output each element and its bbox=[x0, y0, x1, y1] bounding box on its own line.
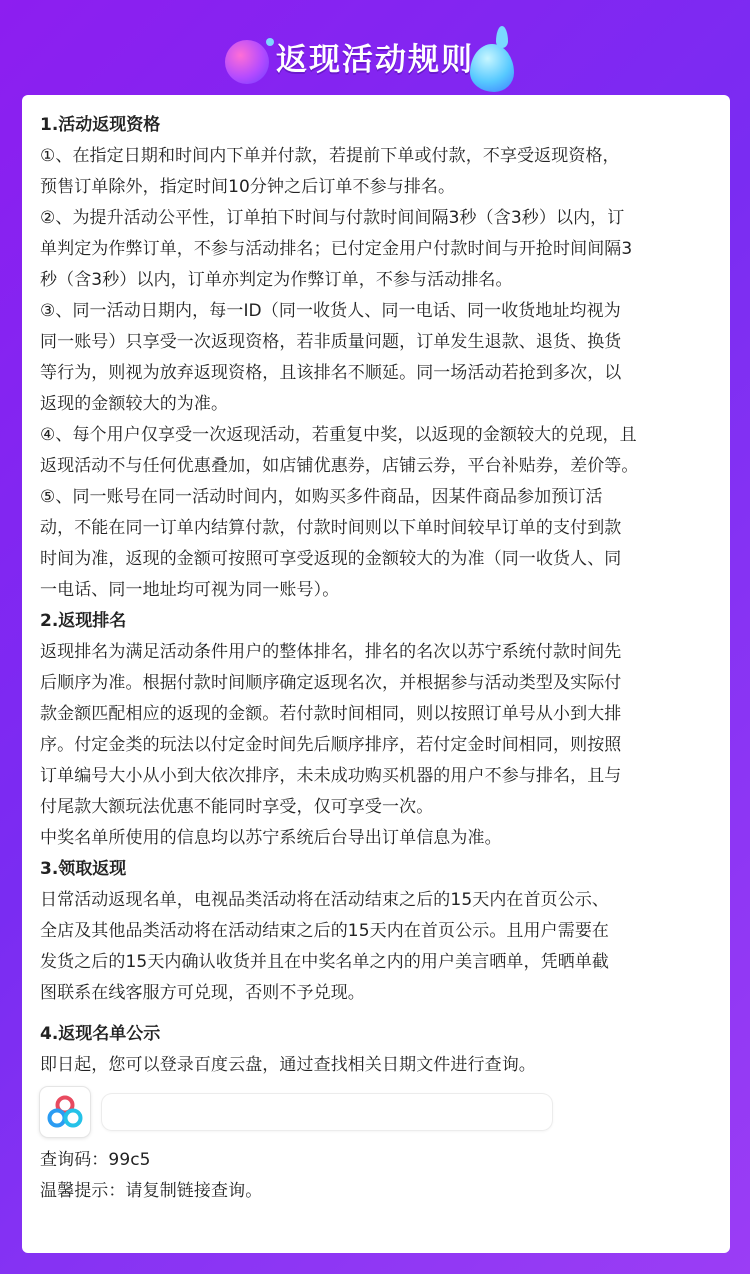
netdisk-link-field[interactable] bbox=[102, 1094, 552, 1130]
rule-line: ②、为提升活动公平性，订单拍下时间与付款时间间隔3秒（含3秒）以内，订 bbox=[40, 208, 625, 228]
rule-line: 时间为准，返现的金额可按照可享受返现的金额较大的为准（同一收货人、同 bbox=[40, 549, 622, 569]
baidu-netdisk-icon[interactable] bbox=[40, 1087, 90, 1137]
header bbox=[0, 0, 750, 95]
section-title: 4.返现名单公示 bbox=[40, 1024, 161, 1044]
rule-line: 全店及其他品类活动将在活动结束之后的15天内在首页公示。且用户需要在 bbox=[40, 921, 610, 941]
section-title: 3.领取返现 bbox=[40, 859, 127, 879]
rule-line: 图联系在线客服方可兑现，否则不予兑现。 bbox=[40, 983, 365, 1003]
section-announcement bbox=[40, 1019, 712, 1207]
rule-line: ①、在指定日期和时间内下单并付款，若提前下单或付款，不享受返现资格， bbox=[40, 146, 620, 166]
rule-line: 付尾款大额玩法优惠不能同时享受，仅可享受一次。 bbox=[40, 797, 434, 817]
rule-line: 后顺序为准。根据付款时间顺序确定返现名次，并根据参与活动类型及实际付 bbox=[40, 673, 622, 693]
section-eligibility bbox=[40, 110, 712, 606]
rule-line: 中奖名单所使用的信息均以苏宁系统后台导出订单信息为准。 bbox=[40, 828, 502, 848]
rule-line: 同一账号）只享受一次返现资格，若非质量问题，订单发生退款、退货、换货 bbox=[40, 332, 622, 352]
page-title: 返现活动规则 bbox=[276, 42, 474, 78]
rule-line: 返现的金额较大的为准。 bbox=[40, 394, 229, 414]
netdisk-link-row bbox=[40, 1087, 712, 1141]
section-title: 1.活动返现资格 bbox=[40, 115, 161, 135]
section-ranking bbox=[40, 606, 712, 854]
rule-line: 预售订单除外，指定时间10分钟之后订单不参与排名。 bbox=[40, 177, 456, 197]
rule-line: ⑤、同一账号在同一活动时间内，如购买多件商品，因某件商品参加预订活 bbox=[40, 487, 603, 507]
rule-line: 序。付定金类的玩法以付定金时间先后顺序排序，若付定金时间相同，则按照 bbox=[40, 735, 622, 755]
rule-line: 发货之后的15天内确认收货并且在中奖名单之内的用户美言晒单，凭晒单截 bbox=[40, 952, 610, 972]
rules-card bbox=[22, 95, 730, 1253]
rule-line: 订单编号大小从小到大依次排序，未未成功购买机器的用户不参与排名，且与 bbox=[40, 766, 622, 786]
section-title: 2.返现排名 bbox=[40, 611, 127, 631]
rule-line: 等行为，则视为放弃返现资格，且该排名不顺延。同一场活动若抢到多次，以 bbox=[40, 363, 622, 383]
rule-line: 日常活动返现名单，电视品类活动将在活动结束之后的15天内在首页公示、 bbox=[40, 890, 610, 910]
rule-line: 一电话、同一地址均可视为同一账号）。 bbox=[40, 580, 340, 600]
rule-line: ③、同一活动日期内，每一ID（同一收货人、同一电话、同一收货地址均视为 bbox=[40, 301, 621, 321]
section-claim bbox=[40, 854, 712, 1009]
rule-line: 单判定为作弊订单，不参与活动排名；已付定金用户付款时间与开抢时间间隔3 bbox=[40, 239, 633, 259]
rule-line: ④、每个用户仅享受一次返现活动，若重复中奖，以返现的金额较大的兑现，且 bbox=[40, 425, 637, 445]
rule-line: 返现排名为满足活动条件用户的整体排名，排名的名次以苏宁系统付款时间先 bbox=[40, 642, 622, 662]
rule-line: 返现活动不与任何优惠叠加，如店铺优惠券，店铺云券，平台补贴券，差价等。 bbox=[40, 456, 639, 476]
rule-line: 动，不能在同一订单内结算付款，付款时间则以下单时间较早订单的支付到款 bbox=[40, 518, 622, 538]
announcement-intro: 即日起，您可以登录百度云盘，通过查找相关日期文件进行查询。 bbox=[40, 1055, 536, 1075]
rule-line: 款金额匹配相应的返现的金额。若付款时间相同，则以按照订单号从小到大排 bbox=[40, 704, 622, 724]
tip-text: 温馨提示：请复制链接查询。 bbox=[40, 1181, 263, 1201]
query-code: 查询码：99c5 bbox=[40, 1150, 151, 1170]
rule-line: 秒（含3秒）以内，订单亦判定为作弊订单，不参与活动排名。 bbox=[40, 270, 513, 290]
